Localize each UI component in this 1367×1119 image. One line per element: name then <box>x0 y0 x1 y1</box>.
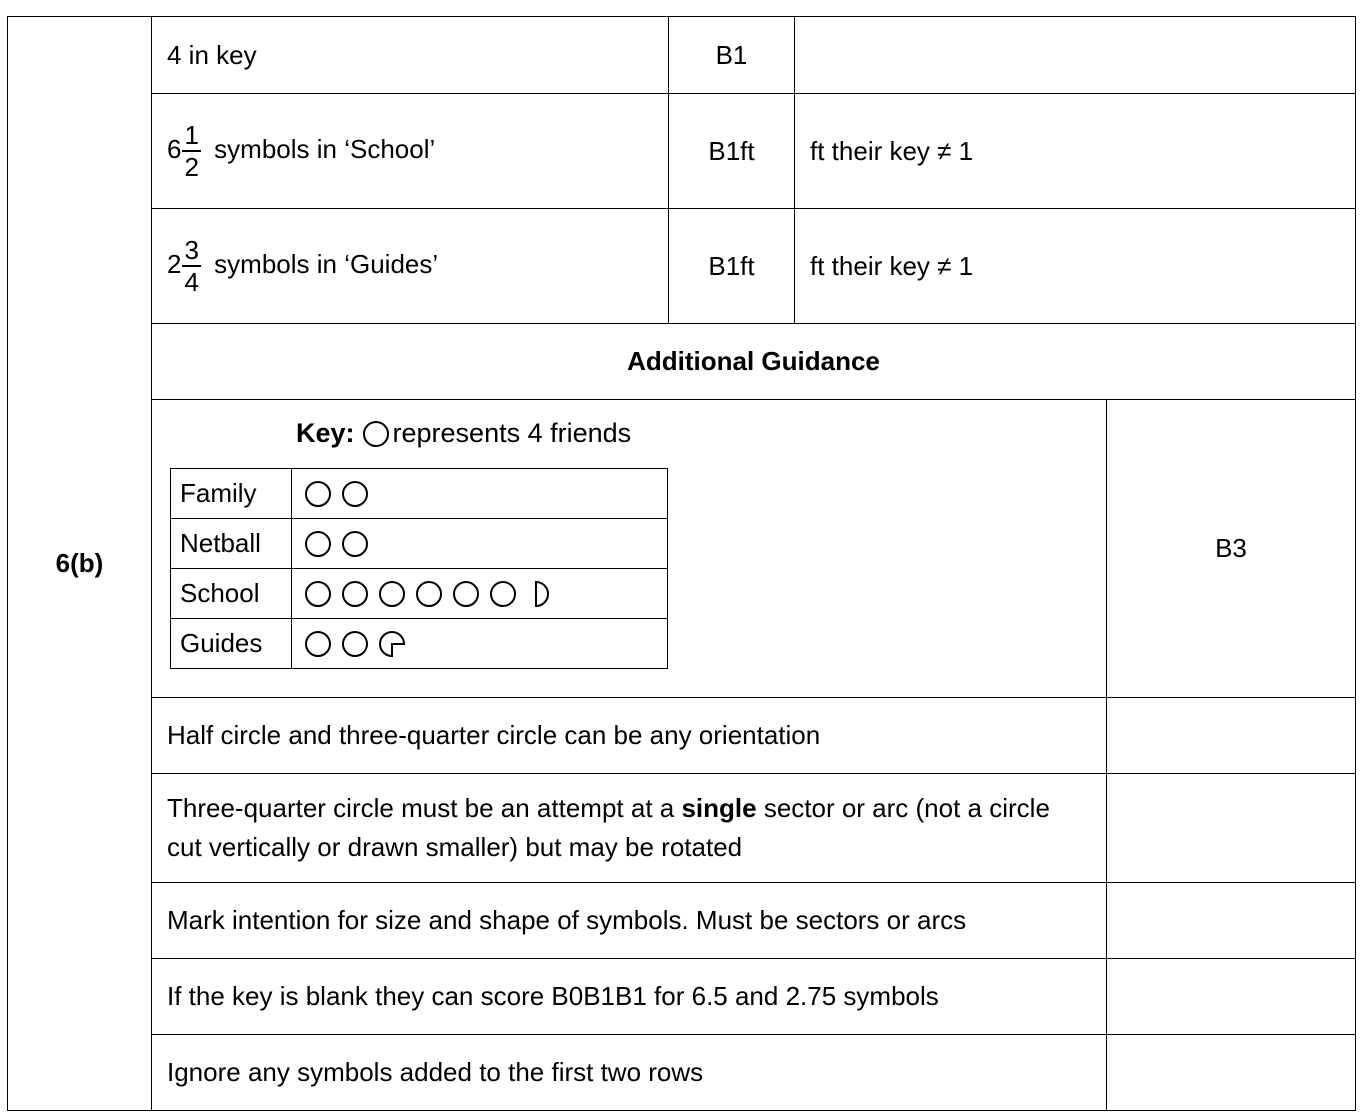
guidance-note: Mark intention for size and shape of symbols. Must be sectors or arcs <box>152 883 1107 959</box>
circle-symbol-icon <box>363 421 389 447</box>
full-circle-symbol <box>417 582 441 606</box>
answer-text: symbols in ‘School’ <box>214 133 436 164</box>
pictogram-row <box>171 569 668 619</box>
pictogram-row-label: Family <box>171 469 292 519</box>
fraction <box>182 237 200 295</box>
pictogram-row <box>171 619 668 669</box>
full-circle-symbol <box>454 582 478 606</box>
answer-text: symbols in ‘Guides’ <box>214 248 439 279</box>
guidance-note-mark <box>1107 1035 1356 1111</box>
pictogram-row <box>171 519 668 569</box>
guidance-note: Half circle and three-quarter circle can be any orientation <box>152 698 1107 774</box>
mark-cell: B1ft <box>669 94 795 209</box>
full-circle-symbol <box>306 482 330 506</box>
full-circle-symbol <box>491 582 515 606</box>
full-circle-symbol <box>306 532 330 556</box>
full-circle-symbol <box>306 632 330 656</box>
full-circle-symbol <box>343 582 367 606</box>
pictogram-row-label: Netball <box>171 519 292 569</box>
guidance-note: Ignore any symbols added to the first two rows <box>152 1035 1107 1111</box>
answer-text: 4 in key <box>167 39 257 70</box>
fraction-denominator: 4 <box>184 267 199 297</box>
key-text: represents 4 friends <box>392 418 632 448</box>
full-circle-symbol <box>306 582 330 606</box>
key-label: Key: <box>296 418 355 448</box>
full-circle-symbol <box>343 632 367 656</box>
answer-whole-number: 6 <box>167 133 182 164</box>
guidance-note-mark <box>1107 774 1356 883</box>
pictogram-mark: B3 <box>1107 400 1356 698</box>
pictogram-row <box>171 469 668 519</box>
three-quarter-circle-symbol <box>380 632 404 656</box>
answer-cell <box>152 17 669 94</box>
guidance-note-mark <box>1107 883 1356 959</box>
fraction-denominator: 2 <box>184 152 199 182</box>
pictogram-symbols <box>292 469 668 519</box>
comment-cell <box>795 17 1356 94</box>
pictogram-symbols <box>292 619 668 669</box>
guidance-heading: Additional Guidance <box>152 324 1356 400</box>
fraction-numerator: 1 <box>184 120 199 150</box>
mark-scheme-table <box>7 16 1356 1111</box>
half-circle-symbol <box>536 582 548 606</box>
answer-cell <box>152 209 669 324</box>
pictogram-symbols <box>292 569 668 619</box>
mark-cell: B1ft <box>669 209 795 324</box>
pictogram-table <box>170 468 668 669</box>
fraction-numerator: 3 <box>184 235 199 265</box>
pictogram-key <box>296 418 631 449</box>
fraction <box>182 122 200 180</box>
mark-cell: B1 <box>669 17 795 94</box>
pictogram-symbols <box>292 519 668 569</box>
answer-cell <box>152 94 669 209</box>
answer-whole-number: 2 <box>167 248 182 279</box>
guidance-note: Three-quarter circle must be an attempt at a single sector or arc (not a circle cut vertically or drawn smaller) but may be rotated <box>152 774 1107 883</box>
full-circle-symbol <box>380 582 404 606</box>
comment-cell: ft their key ≠ 1 <box>795 94 1356 209</box>
full-circle-symbol <box>343 482 367 506</box>
comment-cell: ft their key ≠ 1 <box>795 209 1356 324</box>
pictogram-row-label: Guides <box>171 619 292 669</box>
guidance-note-mark <box>1107 959 1356 1035</box>
guidance-note-mark <box>1107 698 1356 774</box>
pictogram-row-label: School <box>171 569 292 619</box>
question-number: 6(b) <box>8 17 152 1111</box>
guidance-note: If the key is blank they can score B0B1B1 for 6.5 and 2.75 symbols <box>152 959 1107 1035</box>
pictogram-cell <box>152 400 1107 698</box>
full-circle-symbol <box>343 532 367 556</box>
